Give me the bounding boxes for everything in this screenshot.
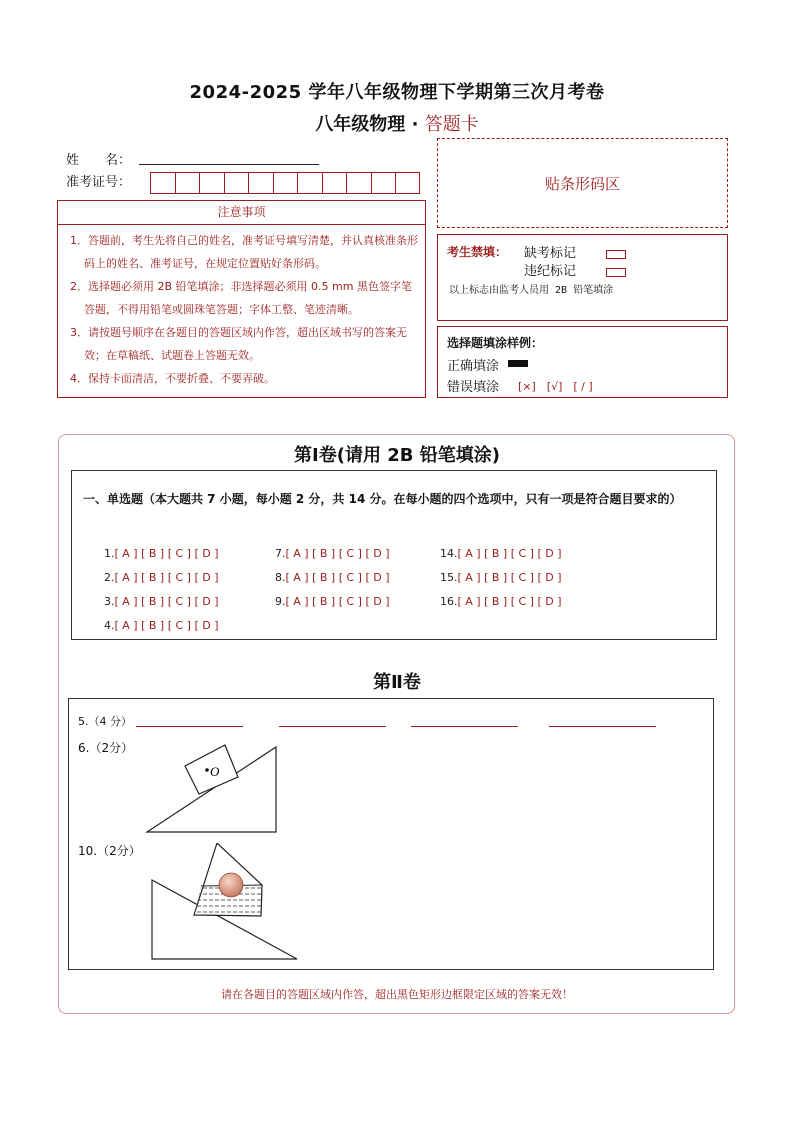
subtitle-separator: ·: [411, 114, 419, 135]
q10-label: 10.（2分）: [78, 844, 141, 858]
question-row[interactable]: 16.[ A ] [ B ] [ C ] [ D ]: [440, 595, 562, 608]
filled-mark-sample: [508, 360, 528, 367]
forbidden-note: 以上标志由监考人员用 2B 铅笔填涂: [449, 285, 614, 296]
question-row[interactable]: 1.[ A ] [ B ] [ C ] [ D ]: [104, 547, 219, 560]
correct-fill-label: 正确填涂: [447, 359, 500, 374]
question-row[interactable]: 4.[ A ] [ B ] [ C ] [ D ]: [104, 619, 219, 632]
notice-item: 2．选择题必须用 2B 铅笔填涂；非选择题必须用 0.5 mm 黑色签字笔答题，不得用铅笔或圆珠笔答题；字体工整、笔迹清晰。: [70, 280, 412, 316]
exam-title: 2024-2025 学年八年级物理下学期第三次月考卷: [189, 82, 605, 103]
forbidden-label: 考生禁填：: [447, 245, 508, 259]
incline-block-diagram[interactable]: [139, 739, 289, 839]
exam-id-grid[interactable]: [150, 172, 420, 194]
question-row[interactable]: 14.[ A ] [ B ] [ C ] [ D ]: [440, 547, 562, 560]
q5-blank-1[interactable]: [136, 726, 243, 727]
id-cell[interactable]: [199, 172, 224, 194]
center-point: [205, 768, 209, 772]
id-cell[interactable]: [224, 172, 249, 194]
id-label: 准考证号：: [66, 175, 132, 190]
question-row[interactable]: 9.[ A ] [ B ] [ C ] [ D ]: [275, 595, 390, 608]
violation-mark-box[interactable]: [606, 268, 626, 277]
id-cell[interactable]: [371, 172, 396, 194]
subtitle-main: 八年级物理: [315, 114, 406, 135]
written-answer-box: [68, 698, 714, 970]
fill-example-heading: 选择题填涂样例：: [447, 336, 544, 350]
question-row[interactable]: 2.[ A ] [ B ] [ C ] [ D ]: [104, 571, 219, 584]
question-row[interactable]: 8.[ A ] [ B ] [ C ] [ D ]: [275, 571, 390, 584]
point-o-label: O: [210, 764, 220, 779]
incline-beaker-diagram[interactable]: [149, 843, 299, 963]
proctor-marks-box: [437, 234, 728, 321]
id-cell[interactable]: [150, 172, 175, 194]
q5-blank-4[interactable]: [549, 726, 656, 727]
q6-label: 6.（2分）: [78, 741, 134, 755]
absent-mark-box[interactable]: [606, 250, 626, 259]
q5-blank-3[interactable]: [411, 726, 518, 727]
name-field[interactable]: [139, 164, 319, 165]
subtitle-accent: 答题卡: [424, 114, 479, 135]
footer-warning: 请在各题目的答题区域内作答，超出黑色矩形边框限定区域的答案无效！: [221, 988, 573, 1001]
id-cell[interactable]: [322, 172, 347, 194]
absent-mark-label: 缺考标记: [524, 246, 577, 261]
ball: [219, 873, 243, 897]
notice-heading: 注意事项: [58, 201, 425, 225]
id-cell[interactable]: [175, 172, 200, 194]
notice-item: 1．答题前，考生先将自己的姓名，准考证号填写清楚，并认真核准条形码上的姓名、准考证号，在规定位置贴好条形码。: [70, 234, 418, 270]
q5-blank-2[interactable]: [279, 726, 386, 727]
name-label: 姓 名：: [66, 153, 132, 168]
fill-example-box: [437, 326, 728, 398]
multiple-choice-box: [71, 470, 717, 640]
barcode-label: 贴条形码区: [544, 174, 620, 193]
question-row[interactable]: 7.[ A ] [ B ] [ C ] [ D ]: [275, 547, 390, 560]
wrong-fill-samples: [×] [√] [ / ]: [518, 380, 593, 393]
answer-card-title: [0, 110, 794, 136]
barcode-area: [437, 138, 728, 228]
part2-title: 第Ⅱ卷: [373, 672, 421, 693]
notice-item: 4．保持卡面清洁，不要折叠、不要弄破。: [70, 372, 275, 385]
id-cell[interactable]: [346, 172, 371, 194]
question-row[interactable]: 3.[ A ] [ B ] [ C ] [ D ]: [104, 595, 219, 608]
notice-box: [57, 200, 426, 398]
violation-mark-label: 违纪标记: [524, 264, 577, 279]
wrong-fill-label: 错误填涂: [447, 380, 500, 395]
notice-item: 3．请按题号顺序在各题目的答题区域内作答，超出区域书写的答案无效；在草稿纸、试题卷上答题无效。: [70, 326, 407, 362]
id-cell[interactable]: [297, 172, 322, 194]
part1-title: 第Ⅰ卷(请用 2B 铅笔填涂): [294, 445, 500, 466]
question-row[interactable]: 15.[ A ] [ B ] [ C ] [ D ]: [440, 571, 562, 584]
q5-label: 5.（4 分）: [78, 715, 132, 728]
id-cell[interactable]: [273, 172, 298, 194]
id-cell[interactable]: [395, 172, 420, 194]
id-cell[interactable]: [248, 172, 273, 194]
mc-instruction: 一、单选题（本大题共 7 小题，每小题 2 分，共 14 分。在每小题的四个选项中，只有一项是符合题目要求的）: [83, 492, 682, 506]
